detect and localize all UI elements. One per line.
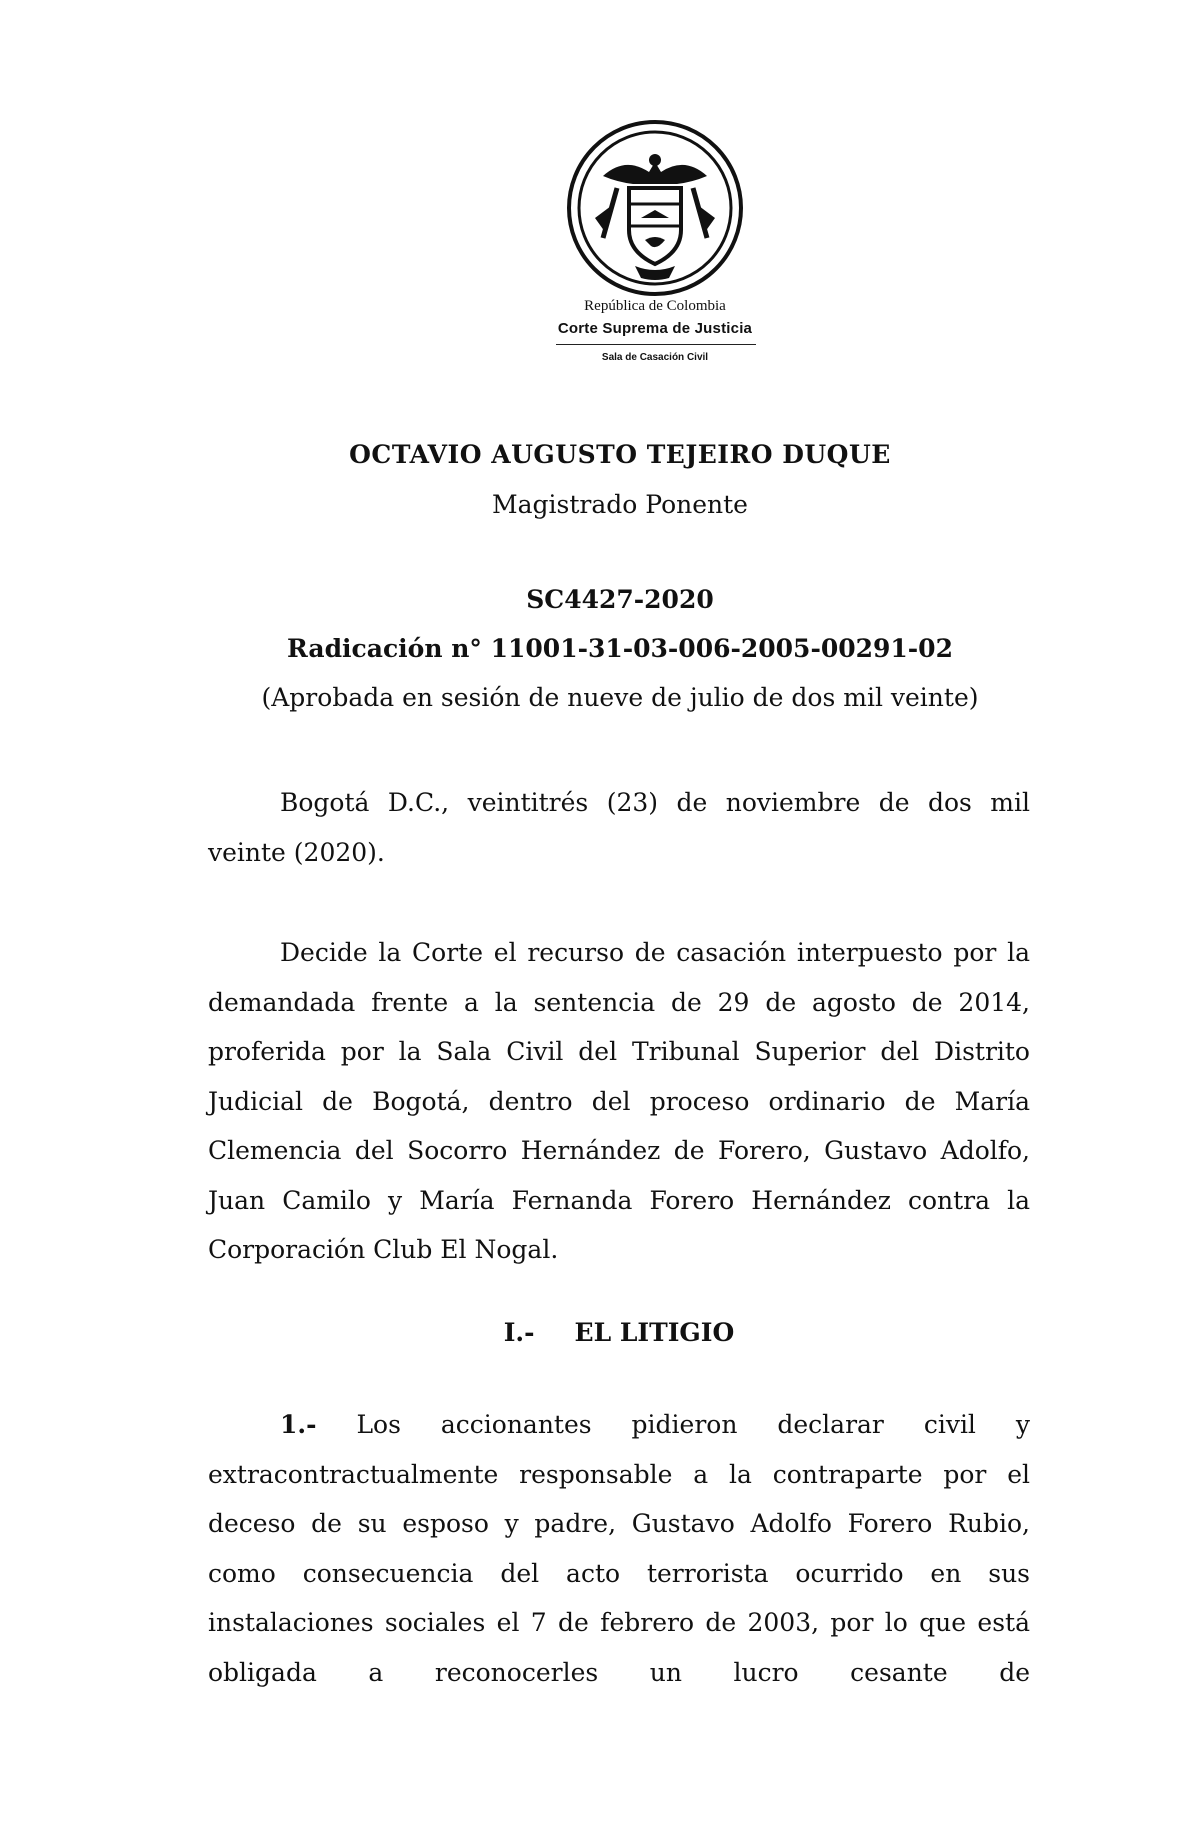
item-1-paragraph bbox=[208, 1400, 1030, 1697]
approval-note: (Aprobada en sesión de nueve de julio de dos mil veinte) bbox=[261, 683, 979, 712]
item-1-number: 1.- bbox=[280, 1410, 317, 1439]
colombia-coat-of-arms-seal-icon bbox=[565, 118, 745, 298]
institution-country: República de Colombia bbox=[584, 298, 726, 314]
ruling-code: SC4427-2020 bbox=[526, 585, 714, 614]
institution-divider bbox=[556, 344, 756, 345]
institution-court: Corte Suprema de Justicia bbox=[557, 320, 753, 337]
magistrate-role: Magistrado Ponente bbox=[492, 490, 748, 519]
decision-paragraph: Decide la Corte el recurso de casación interpuesto por la demandada frente a la sentencia de 29 de agosto de 2014, proferida por la Sala Civil del Tribunal Superior del Distrito Judicial de Bogotá, dentro del proceso ordinario de María Clemencia del Socorro Hernández de Forero, Gustavo Adolfo, Juan Camilo y María Fernanda Forero Hernández contra la Corporación Club El Nogal. bbox=[208, 938, 1030, 1264]
item-1-text: Los accionantes pidieron declarar civil y extracontractualmente responsable a la contraparte por el deceso de su esposo y padre, Gustavo Adolfo Forero Rubio, como consecuencia del acto terrorista ocurrido en sus instalaciones sociales el 7 de febrero de 2003, por lo que está obligada a reconocerles un lucro cesante de bbox=[208, 1410, 1030, 1687]
date-paragraph: Bogotá D.C., veintitrés (23) de noviembre de dos mil veinte (2020). bbox=[208, 788, 1030, 867]
radicacion-number: Radicación n° 11001-31-03-006-2005-00291-02 bbox=[287, 634, 953, 663]
institution-chamber: Sala de Casación Civil bbox=[601, 352, 709, 363]
section-number: I.- bbox=[503, 1318, 535, 1347]
section-heading bbox=[208, 1318, 1030, 1347]
section-title: EL LITIGIO bbox=[574, 1318, 735, 1347]
magistrate-name: OCTAVIO AUGUSTO TEJEIRO DUQUE bbox=[349, 440, 891, 469]
